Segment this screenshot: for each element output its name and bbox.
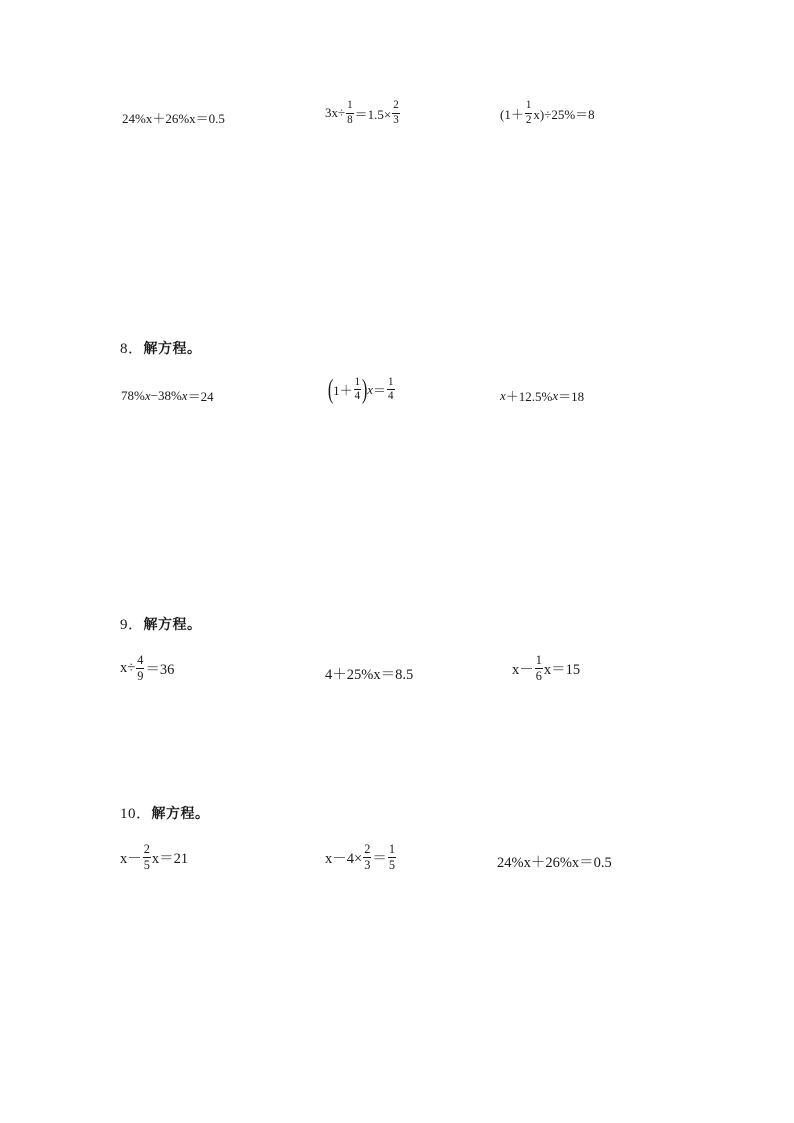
variable-x: x bbox=[367, 381, 374, 397]
fraction: $\frac{1}{6}$ bbox=[535, 653, 542, 683]
equation-part: 3x÷ bbox=[325, 105, 346, 121]
right-paren: ) bbox=[361, 374, 368, 404]
fraction: $\frac{1}{8}$ bbox=[347, 99, 353, 126]
equation-part: ＝1.5× bbox=[354, 106, 392, 122]
equation-text: 24%x＋26%x＝0.5 bbox=[122, 111, 225, 126]
variable-x: x bbox=[500, 387, 506, 403]
fraction: $\frac{1}{4}$ bbox=[388, 375, 394, 403]
fraction: $\frac{1}{2}$ bbox=[525, 99, 532, 126]
equation-part: x＝15 bbox=[543, 661, 581, 678]
equation-paren-div bbox=[500, 100, 595, 126]
equation-part: x)÷25%＝8 bbox=[533, 106, 595, 122]
equation-part: ＝ bbox=[372, 850, 387, 867]
fraction: $\frac{2}{5}$ bbox=[143, 842, 150, 872]
equation-paren-fraction bbox=[328, 376, 396, 403]
equation-part: x÷ bbox=[120, 659, 136, 676]
fraction: $\frac{4}{9}$ bbox=[137, 653, 144, 683]
equation-part: ＝18 bbox=[558, 389, 585, 404]
equation-part: ＝24 bbox=[187, 389, 214, 404]
variable-x: x bbox=[181, 387, 188, 403]
variable-x: x bbox=[552, 387, 559, 403]
equation-part: (1＋ bbox=[500, 106, 524, 122]
equation-3x-div bbox=[325, 100, 401, 126]
equation-part: ＝ bbox=[373, 383, 387, 399]
question-number: 9． bbox=[120, 617, 144, 633]
equation-part: x－ bbox=[512, 661, 534, 678]
equation-78x bbox=[121, 386, 214, 405]
equation-x-minus-frac bbox=[512, 654, 580, 683]
equation-part: 78% bbox=[121, 387, 145, 403]
question-10-heading bbox=[120, 802, 210, 823]
equation-part: −38% bbox=[150, 387, 182, 403]
question-title: 解方程。 bbox=[151, 806, 210, 822]
equation-part: x＝21 bbox=[151, 850, 189, 867]
equation-part: ＝36 bbox=[145, 661, 175, 678]
question-number: 8． bbox=[120, 341, 144, 357]
variable-x: x bbox=[144, 387, 151, 403]
fraction: $\frac{1}{4}$ bbox=[354, 375, 361, 403]
question-8-heading bbox=[120, 337, 202, 358]
question-9-heading bbox=[120, 613, 202, 634]
equation-x-minus-4-times bbox=[325, 843, 397, 872]
equation-x-minus-two-fifths bbox=[120, 843, 188, 872]
fraction: $\frac{1}{5}$ bbox=[388, 842, 395, 872]
equation-part: x－ bbox=[120, 850, 142, 867]
equation-24x-26x-repeat bbox=[497, 851, 612, 872]
equation-part: x－4× bbox=[325, 850, 363, 867]
fraction: $\frac{2}{3}$ bbox=[364, 842, 371, 872]
equation-text: 4＋25%x＝8.5 bbox=[325, 667, 414, 683]
question-title: 解方程。 bbox=[143, 341, 202, 357]
equation-text: 24%x＋26%x＝0.5 bbox=[497, 855, 612, 871]
equation-4-plus-25 bbox=[325, 663, 413, 684]
question-title: 解方程。 bbox=[143, 617, 202, 633]
question-number: 10． bbox=[120, 806, 152, 822]
equation-24x-26x bbox=[122, 108, 225, 127]
fraction: $\frac{2}{3}$ bbox=[393, 99, 399, 126]
equation-part: ＋12.5% bbox=[505, 389, 553, 404]
equation-x-div-frac bbox=[120, 654, 174, 683]
equation-x-plus-12-5 bbox=[500, 386, 584, 405]
left-paren: ( bbox=[327, 374, 334, 404]
equation-part: 1＋ bbox=[333, 383, 353, 399]
